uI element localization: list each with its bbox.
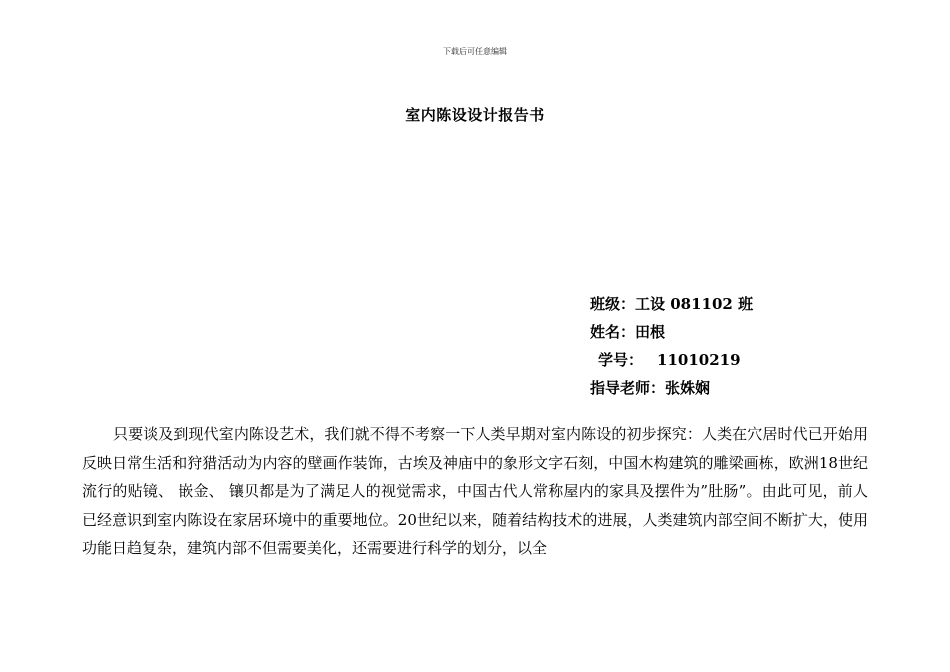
class-value: 工设 081102 班 [635,295,754,313]
body-paragraph: 只要谈及到现代室内陈设艺术，我们就不得不考察一下人类早期对室内陈设的初步探究：人类在穴居时代已开始用反映日常生活和狩猎活动为内容的壁画作装饰，古埃及神庙中的象形文字石刻，中国木构建筑的雕梁画栋，欧洲18世纪流行的贴镜、 嵌金、 镶贝都是为了满足人的视觉需求，中国古代人常称屋内的家具及摆件为”肚肠”。由此可见，前人已经意识到室内陈设在家居环境中的重要地位。20世纪以来，随着结构技术的进展，人类建筑内部空间不断扩大，使用功能日趋复杂，建筑内部不但需要美化，还需要进行科学的划分，以全 [82,425,868,557]
name-value: 田根 [635,323,666,341]
advisor-label: 指导老师： [590,379,666,397]
document-title: 室内陈设设计报告书 [405,106,545,124]
student-id-label: 学号： [598,351,644,369]
class-line [590,290,890,318]
advisor-line [590,374,890,402]
name-line [590,318,890,346]
header-note: 下载后可任意编辑 [443,47,507,56]
student-id-value: 11010219 [657,351,741,369]
advisor-value: 张姝娴 [665,379,711,397]
student-info-block [590,290,890,402]
student-id-line [590,346,890,374]
name-label: 姓名： [590,323,636,341]
class-label: 班级： [590,295,636,313]
